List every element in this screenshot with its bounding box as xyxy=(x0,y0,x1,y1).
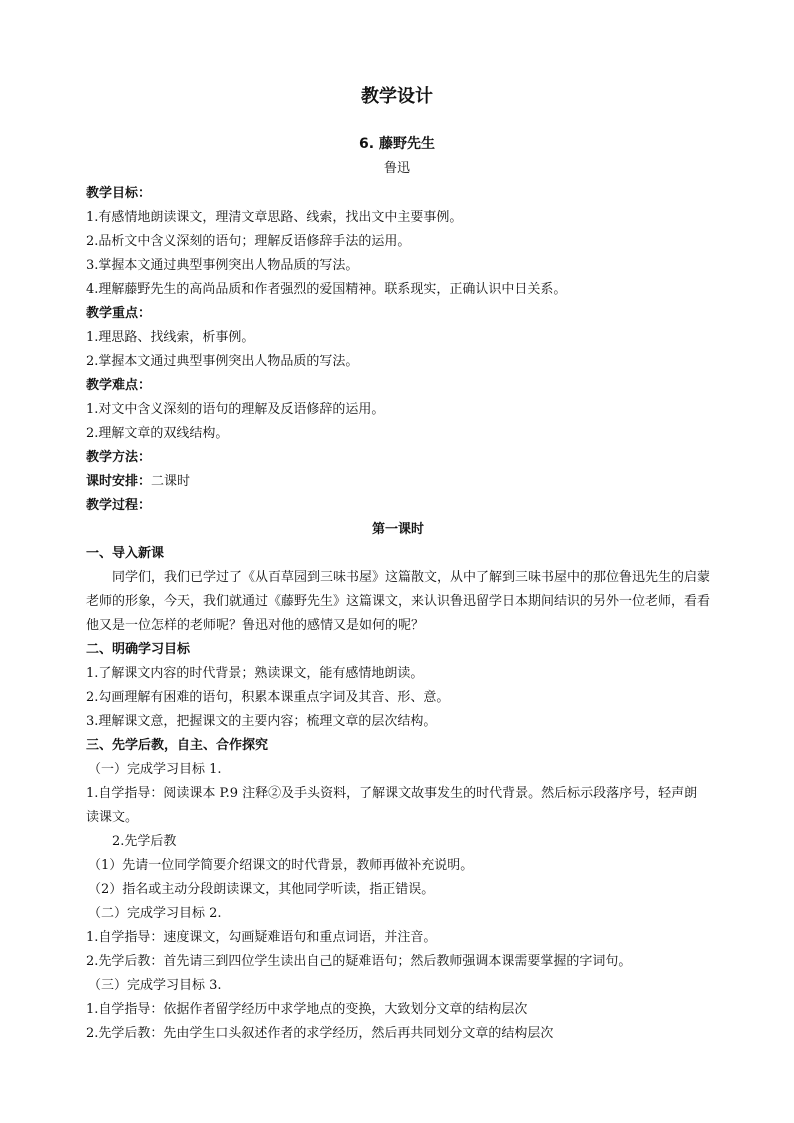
section3-line: 2.先学后教：首先请三到四位学生读出自己的疑难语句；然后教师强调本课需要掌握的字词句。 xyxy=(86,954,632,969)
difficulties-heading: 教学难点： xyxy=(86,378,152,393)
objective-item: 3.掌握本文通过典型事例突出人物品质的写法。 xyxy=(86,258,359,273)
section1-heading: 一、导入新课 xyxy=(86,546,165,561)
document-body xyxy=(86,182,710,1046)
lesson-title: 6. 藤野先生 xyxy=(359,136,435,152)
difficulty-item: 1.对文中含义深刻的语句的理解及反语修辞的运用。 xyxy=(86,402,385,417)
section2-item: 3.理解课文意，把握课文的主要内容；梳理文章的层次结构。 xyxy=(86,714,437,729)
section3-line: （1）先请一位同学简要介绍课文的时代背景，教师再做补充说明。 xyxy=(88,858,474,873)
key-point-item: 1.理思路、找线索，析事例。 xyxy=(86,330,255,345)
process-heading: 教学过程： xyxy=(86,498,152,513)
section3-line: 2.先学后教 xyxy=(112,834,177,849)
section1-paragraph: 同学们，我们已学过了《从百草园到三味书屋》这篇散文，从中了解到三味书屋中的那位鲁迅先生的启蒙老师的形象，今天，我们就通过《藤野先生》这篇课文，来认识鲁迅留学日本期间结识的另外一位老师，看看他又是一位怎样的老师呢？鲁迅对他的感情又是如何的呢？ xyxy=(86,570,711,633)
section2-heading: 二、明确学习目标 xyxy=(86,642,191,657)
section3-line: 1.自学指导：依据作者留学经历中求学地点的变换，大致划分文章的结构层次 xyxy=(86,1002,528,1017)
difficulty-item: 2.理解文章的双线结构。 xyxy=(86,426,229,441)
schedule-line xyxy=(86,470,710,494)
section3-heading: 三、先学后教，自主、合作探究 xyxy=(86,738,269,753)
section3-line: 2.先学后教：先由学生口头叙述作者的求学经历，然后再共同划分文章的结构层次 xyxy=(86,1026,554,1041)
period-title: 第一课时 xyxy=(371,522,424,537)
methods-heading: 教学方法： xyxy=(86,450,152,465)
section3-paragraph: 1.自学指导：阅读课本 P.9 注释②及手头资料，了解课文故事发生的时代背景。然后标示段落序号，轻声朗读课文。 xyxy=(86,786,698,825)
subsection-heading: （三）完成学习目标 3. xyxy=(88,978,222,993)
schedule-value: 二课时 xyxy=(151,474,191,489)
section3-line: （2）指名或主动分段朗读课文，其他同学听读，指正错误。 xyxy=(88,882,435,897)
key-points-heading: 教学重点： xyxy=(86,306,152,321)
subsection-heading: （一）完成学习目标 1. xyxy=(88,762,222,777)
objectives-heading: 教学目标： xyxy=(86,186,152,201)
objective-item: 2.品析文中含义深刻的语句；理解反语修辞手法的运用。 xyxy=(86,234,411,249)
document-title: 教学设计 xyxy=(361,86,433,107)
section3-line: 1.自学指导：速度课文，勾画疑难语句和重点词语，并注音。 xyxy=(86,930,437,945)
key-point-item: 2.掌握本文通过典型事例突出人物品质的写法。 xyxy=(86,354,359,369)
subsection-heading: （二）完成学习目标 2. xyxy=(88,906,222,921)
section2-item: 1.了解课文内容的时代背景；熟读课文，能有感情地朗读。 xyxy=(86,666,424,681)
author-name: 鲁迅 xyxy=(383,161,410,176)
objective-item: 1.有感情地朗读课文，理清文章思路、线索，找出文中主要事例。 xyxy=(86,210,463,225)
objective-item: 4.理解藤野先生的高尚品质和作者强烈的爱国精神。联系现实，正确认识中日关系。 xyxy=(86,282,567,297)
section2-item: 2.勾画理解有困难的语句，积累本课重点字词及其音、形、意。 xyxy=(86,690,450,705)
schedule-heading: 课时安排： xyxy=(86,474,152,489)
